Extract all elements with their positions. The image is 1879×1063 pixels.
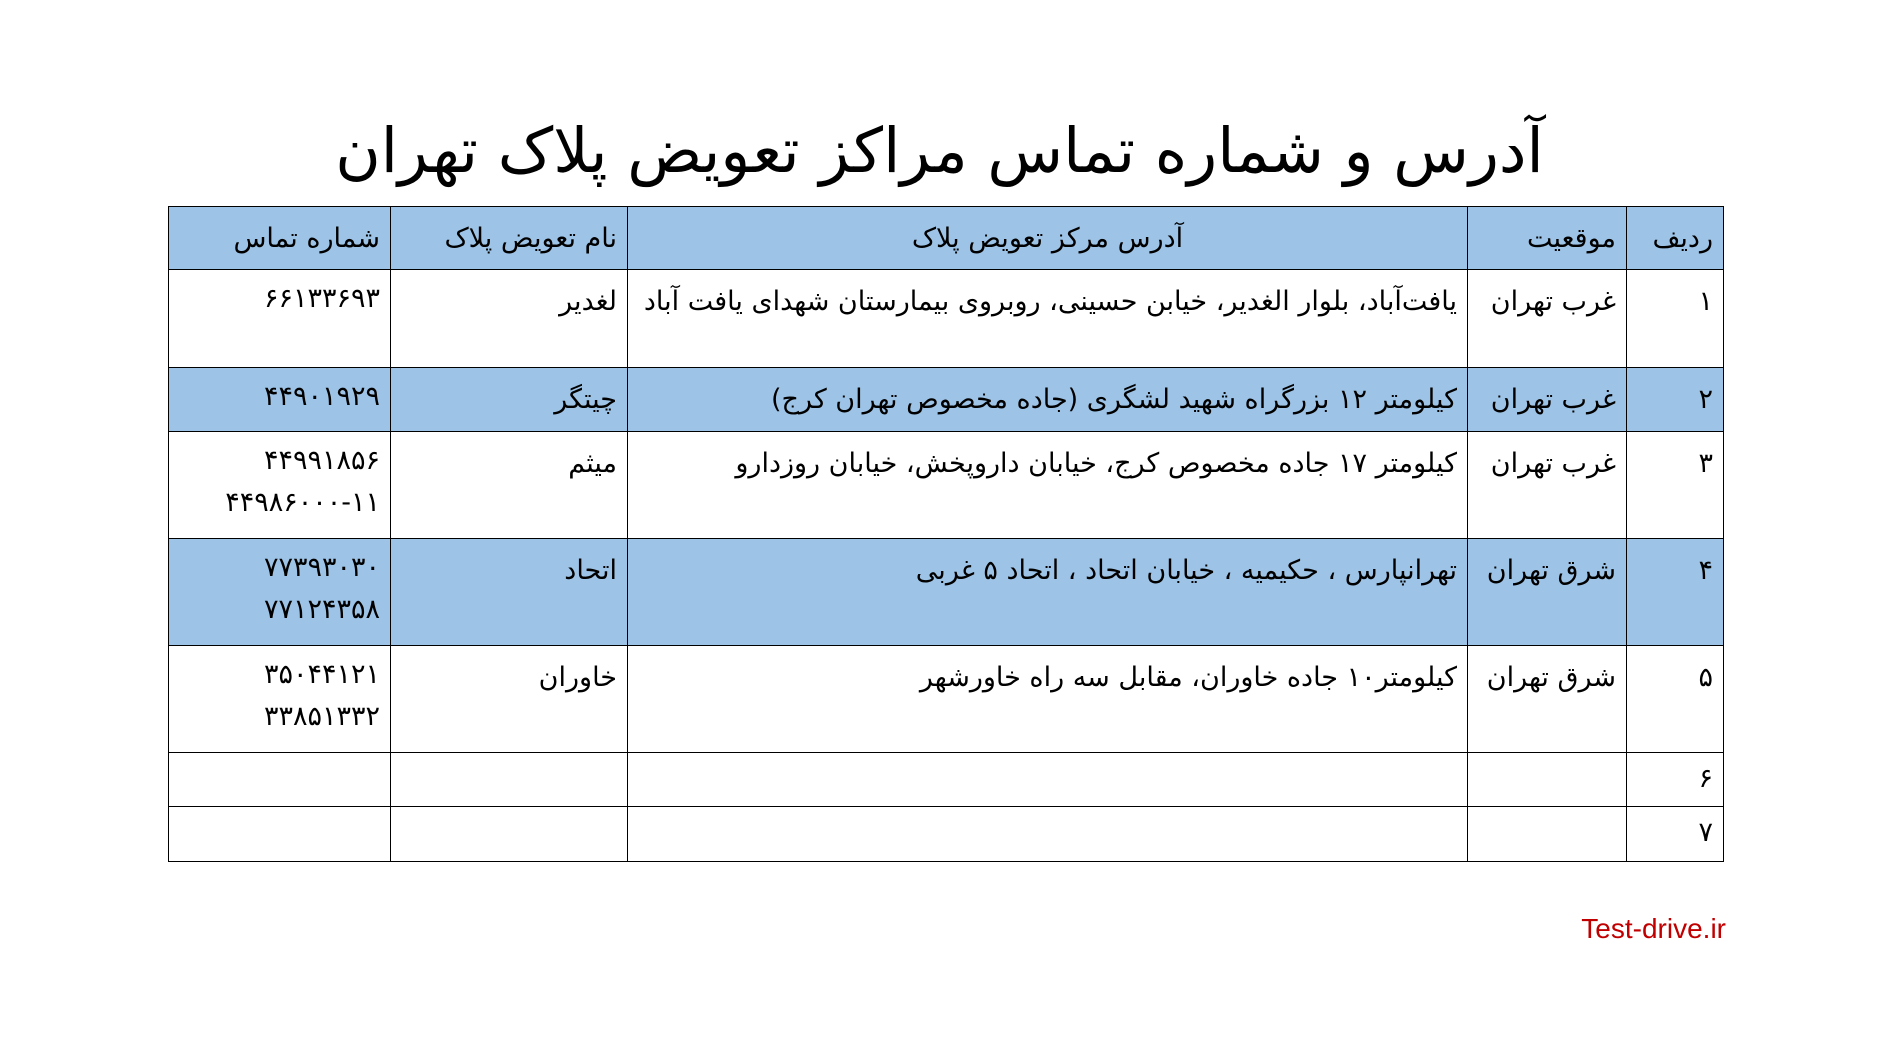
cell-row-no: ۳ bbox=[1627, 432, 1724, 539]
table-row bbox=[169, 368, 1724, 432]
cell-location bbox=[1468, 753, 1627, 807]
cell-name: لغدیر bbox=[391, 270, 628, 368]
phone-number: ۴۴۹۸۶۰۰۰-۱۱ bbox=[225, 487, 380, 518]
cell-row-no: ۶ bbox=[1627, 753, 1724, 807]
cell-address bbox=[628, 807, 1468, 862]
cell-phone bbox=[169, 807, 391, 862]
cell-location: شرق تهران bbox=[1468, 539, 1627, 646]
cell-location: غرب تهران bbox=[1468, 432, 1627, 539]
header-phone: شماره تماس bbox=[169, 207, 391, 270]
plate-centers-table bbox=[168, 206, 1724, 862]
phone-number: ۷۷۳۹۳۰۳۰ bbox=[263, 552, 380, 583]
cell-name: چیتگر bbox=[391, 368, 628, 432]
cell-location: غرب تهران bbox=[1468, 368, 1627, 432]
cell-phone bbox=[169, 432, 391, 539]
table-row bbox=[169, 539, 1724, 646]
cell-phone bbox=[169, 646, 391, 753]
table-row bbox=[169, 270, 1724, 368]
cell-name: میثم bbox=[391, 432, 628, 539]
cell-address: کیلومتر ۱۲ بزرگراه شهید لشگری (جاده مخصوص تهران کرج) bbox=[628, 368, 1468, 432]
table-row bbox=[169, 432, 1724, 539]
phone-number: ۴۴۹۹۱۸۵۶ bbox=[263, 445, 380, 476]
cell-name: اتحاد bbox=[391, 539, 628, 646]
cell-location: شرق تهران bbox=[1468, 646, 1627, 753]
cell-row-no: ۴ bbox=[1627, 539, 1724, 646]
phone-number: ۴۴۹۰۱۹۲۹ bbox=[263, 381, 380, 412]
cell-address: تهرانپارس ، حکیمیه ، خیابان اتحاد ، اتحاد ۵ غربی bbox=[628, 539, 1468, 646]
page-title: آدرس و شماره تماس مراکز تعویض پلاک تهران bbox=[335, 114, 1544, 187]
phone-number: ۶۶۱۳۳۶۹۳ bbox=[263, 283, 380, 314]
cell-phone bbox=[169, 539, 391, 646]
site-watermark: Test-drive.ir bbox=[1581, 913, 1726, 944]
cell-phone bbox=[169, 270, 391, 368]
header-row-no: ردیف bbox=[1627, 207, 1724, 270]
cell-row-no: ۱ bbox=[1627, 270, 1724, 368]
header-location: موقعیت bbox=[1468, 207, 1627, 270]
cell-row-no: ۵ bbox=[1627, 646, 1724, 753]
cell-name bbox=[391, 753, 628, 807]
header-name: نام تعویض پلاک bbox=[391, 207, 628, 270]
cell-location: غرب تهران bbox=[1468, 270, 1627, 368]
table-header-row bbox=[169, 207, 1724, 270]
phone-number: ۳۵۰۴۴۱۲۱ bbox=[263, 659, 380, 690]
cell-row-no: ۷ bbox=[1627, 807, 1724, 862]
cell-phone bbox=[169, 753, 391, 807]
header-address: آدرس مرکز تعویض پلاک bbox=[628, 207, 1468, 270]
phone-number: ۳۳۸۵۱۳۳۲ bbox=[263, 701, 380, 732]
table-row bbox=[169, 753, 1724, 807]
table-row bbox=[169, 646, 1724, 753]
cell-row-no: ۲ bbox=[1627, 368, 1724, 432]
cell-name bbox=[391, 807, 628, 862]
table-row bbox=[169, 807, 1724, 862]
cell-address: کیلومتر ۱۷ جاده مخصوص کرج، خیابان داروپخش، خیابان روزدارو bbox=[628, 432, 1468, 539]
cell-phone bbox=[169, 368, 391, 432]
cell-location bbox=[1468, 807, 1627, 862]
cell-address: یافت‌آباد، بلوار الغدیر، خیابن حسینی، روبروی بیمارستان شهدای یافت آباد bbox=[628, 270, 1468, 368]
cell-address bbox=[628, 753, 1468, 807]
cell-name: خاوران bbox=[391, 646, 628, 753]
phone-number: ۷۷۱۲۴۳۵۸ bbox=[263, 594, 380, 625]
cell-address: کیلومتر۱۰ جاده خاوران، مقابل سه راه خاورشهر bbox=[628, 646, 1468, 753]
